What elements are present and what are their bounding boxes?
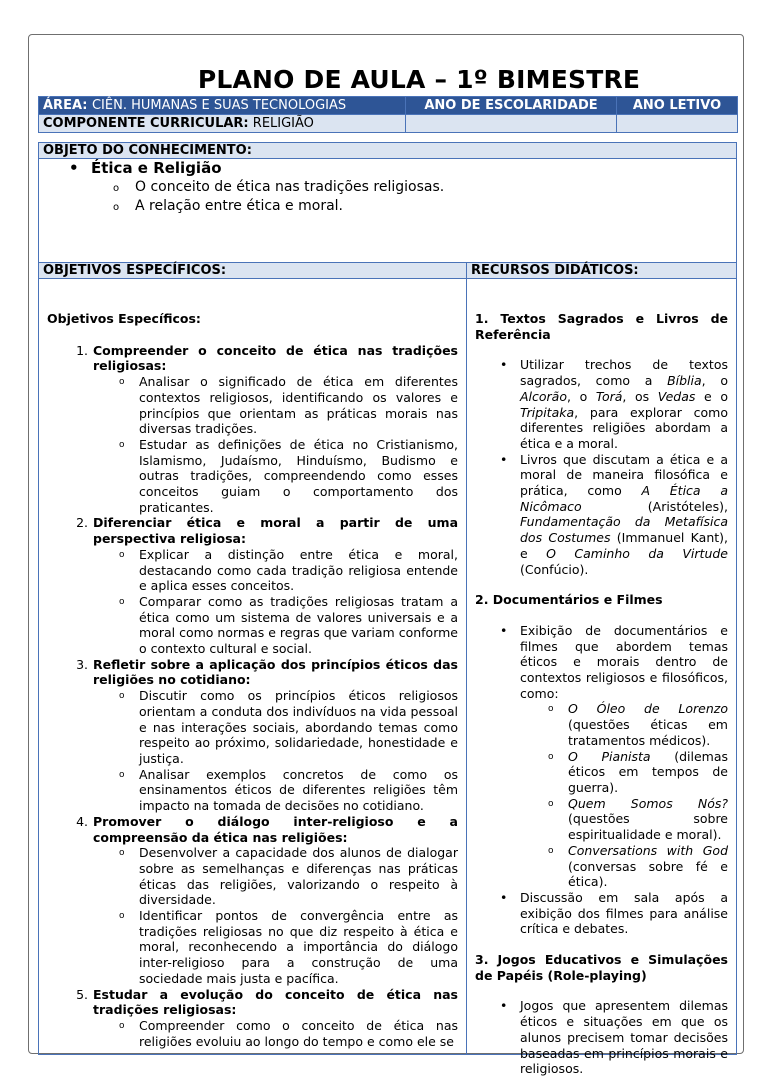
objetivo-sub: o Estudar as definições de ética no Cristianismo, Islamismo, Judaísmo, Hinduísmo, Budismo e outras tradições, compreendendo como esses conceitos guiam o comportamento dos praticantes.: [139, 437, 458, 516]
film-item: o Quem Somos Nós? (questões sobre espiritualidade e moral).: [568, 796, 728, 843]
page-title: PLANO DE AULA – 1º BIMESTRE: [197, 65, 641, 94]
componente-cell: [39, 115, 406, 133]
area-cell: [39, 97, 406, 115]
objetivos-list: [47, 343, 458, 1050]
lesson-plan-page: [28, 34, 744, 1077]
objetivo-sub: o Desenvolver a capacidade dos alunos de dialogar sobre as semelhanças e diferenças nas práticas éticas das religiões, valorizando o respeito à diversidade.: [139, 845, 458, 908]
content-columns: [38, 279, 737, 1077]
area-value: CIÊN. HUMANAS E SUAS TECNOLOGIAS: [91, 97, 347, 113]
objetivo-item: [92, 657, 458, 814]
objetivo-sub: o Comparar como as tradições religiosas tratam a ética como um sistema de valores universais e a moral como normas e regras que variam conforme o contexto cultural e social.: [139, 594, 458, 657]
film-item: o O Pianista (dilemas éticos em tempos de guerra).: [568, 749, 728, 796]
objeto-subtopic: o A relação entre ética e moral.: [91, 197, 736, 216]
ano-letivo-value: [617, 115, 738, 133]
objetivo-sub: o Analisar exemplos concretos de como os ensinamentos éticos de diferentes religiões têm impacto na tomada de decisões no cotidiano.: [139, 767, 458, 814]
objeto-box: [38, 159, 737, 263]
objeto-topic: • Ética e Religião: [91, 159, 736, 178]
recurso-section-title: 2. Documentários e Filmes: [475, 592, 663, 608]
objetivo-sub: o Analisar o significado de ética em diferentes contextos religiosos, identificando os valores e princípios que orientam as práticas morais nas diversas tradições.: [139, 374, 458, 437]
objetivo-title: 2. Diferenciar ética e moral a partir de uma perspectiva religiosa:: [93, 515, 458, 547]
objetivo-sub: o Identificar pontos de convergência entre as tradições religiosas no que diz respeito à ética e moral, reconhecendo a importância do diálogo inter-religioso para a construção de uma sociedade mais justa e pacífica.: [139, 908, 458, 987]
objetivo-title: 4. Promover o diálogo inter-religioso e a compreensão da ética nas religiões:: [93, 813, 458, 845]
film-list: [520, 701, 728, 889]
objetivos-column: [38, 279, 467, 1055]
objetivo-item: [92, 343, 458, 516]
componente-value: RELIGIÃO: [252, 115, 314, 131]
recursos-column: [467, 279, 737, 1077]
componente-label: COMPONENTE CURRICULAR:: [43, 115, 249, 131]
objetivo-title: 3. Refletir sobre a aplicação dos princípios éticos das religiões no cotidiano:: [93, 656, 458, 688]
objetivo-item: [92, 515, 458, 656]
objetivos-heading: OBJETIVOS ESPECÍFICOS:: [38, 262, 467, 279]
recurso-bullet: • Discussão em sala após a exibição dos filmes para análise crítica e debates.: [520, 890, 728, 937]
objetivo-sub: o Compreender como o conceito de ética nas religiões evoluiu ao longo do tempo e como ele se: [139, 1018, 458, 1049]
recurso-bullet: • Utilizar trechos de textos sagrados, como a Bíblia, o Alcorão, o Torá, os Vedas e o Tripitaka, para explorar como diferentes religiões abordam a ética e a moral.: [520, 357, 728, 451]
objeto-subtopic: o O conceito de ética nas tradições religiosas.: [91, 178, 736, 197]
objetivo-sub: o Explicar a distinção entre ética e moral, destacando como cada tradição religiosa entende e aplica esses conceitos.: [139, 547, 458, 594]
objetivo-title: 1. Compreender o conceito de ética nas tradições religiosas:: [93, 342, 458, 374]
recurso-bullet: • Livros que discutam a ética e a moral de maneira filosófica e prática, como A Ética a Nicômaco (Aristóteles), Fundamentação da Metafísica dos Costumes (Immanuel Kant), e O Caminho da Virtude (Confúcio).: [520, 452, 728, 578]
objeto-heading: OBJETO DO CONHECIMENTO:: [38, 142, 737, 159]
ano-escolaridade-value: [406, 115, 617, 133]
recursos-heading: RECURSOS DIDÁTICOS:: [467, 262, 737, 279]
ano-escolaridade-header: ANO DE ESCOLARIDADE: [406, 97, 617, 115]
recurso-bullet: • Exibição de documentários e filmes que abordem temas éticos e morais dentro de contextos religiosos e filosóficos, como: o O Óleo de Lorenzo (questões éticas em tratamentos médicos). o O Pianista (dilemas éticos em tempos de guerra). o Quem Somos Nós? (questões sobre espiritualidade e moral). o Conversations with God (conversas sobre fé e ética).: [520, 623, 728, 890]
area-label: ÁREA:: [43, 97, 88, 113]
objetivo-sub: o Discutir como os princípios éticos religiosos orientam a conduta dos indivíduos na vida pessoal e nas interações sociais, abordando temas como respeito ao próximo, solidariedade, honestidade e justiça.: [139, 688, 458, 767]
objetivo-item: [92, 987, 458, 1050]
recurso-section-title: 3. Jogos Educativos e Simulações de Papéis (Role-playing): [475, 952, 728, 983]
ano-letivo-header: ANO LETIVO: [617, 97, 738, 115]
recurso-bullet: • Jogos que apresentem dilemas éticos e situações em que os alunos precisem tomar decisões baseadas em princípios morais e religiosos.: [520, 998, 728, 1077]
objetivo-title: 5. Estudar a evolução do conceito de ética nas tradições religiosas:: [93, 986, 458, 1018]
objetivo-item: [92, 814, 458, 987]
film-item: o O Óleo de Lorenzo (questões éticas em tratamentos médicos).: [568, 701, 728, 748]
objetivos-intro: Objetivos Específicos:: [47, 311, 201, 326]
header-table: [38, 96, 738, 133]
recurso-section-title: 1. Textos Sagrados e Livros de Referência: [475, 311, 728, 342]
film-item: o Conversations with God (conversas sobre fé e ética).: [568, 843, 728, 890]
columns-header: [38, 262, 737, 279]
